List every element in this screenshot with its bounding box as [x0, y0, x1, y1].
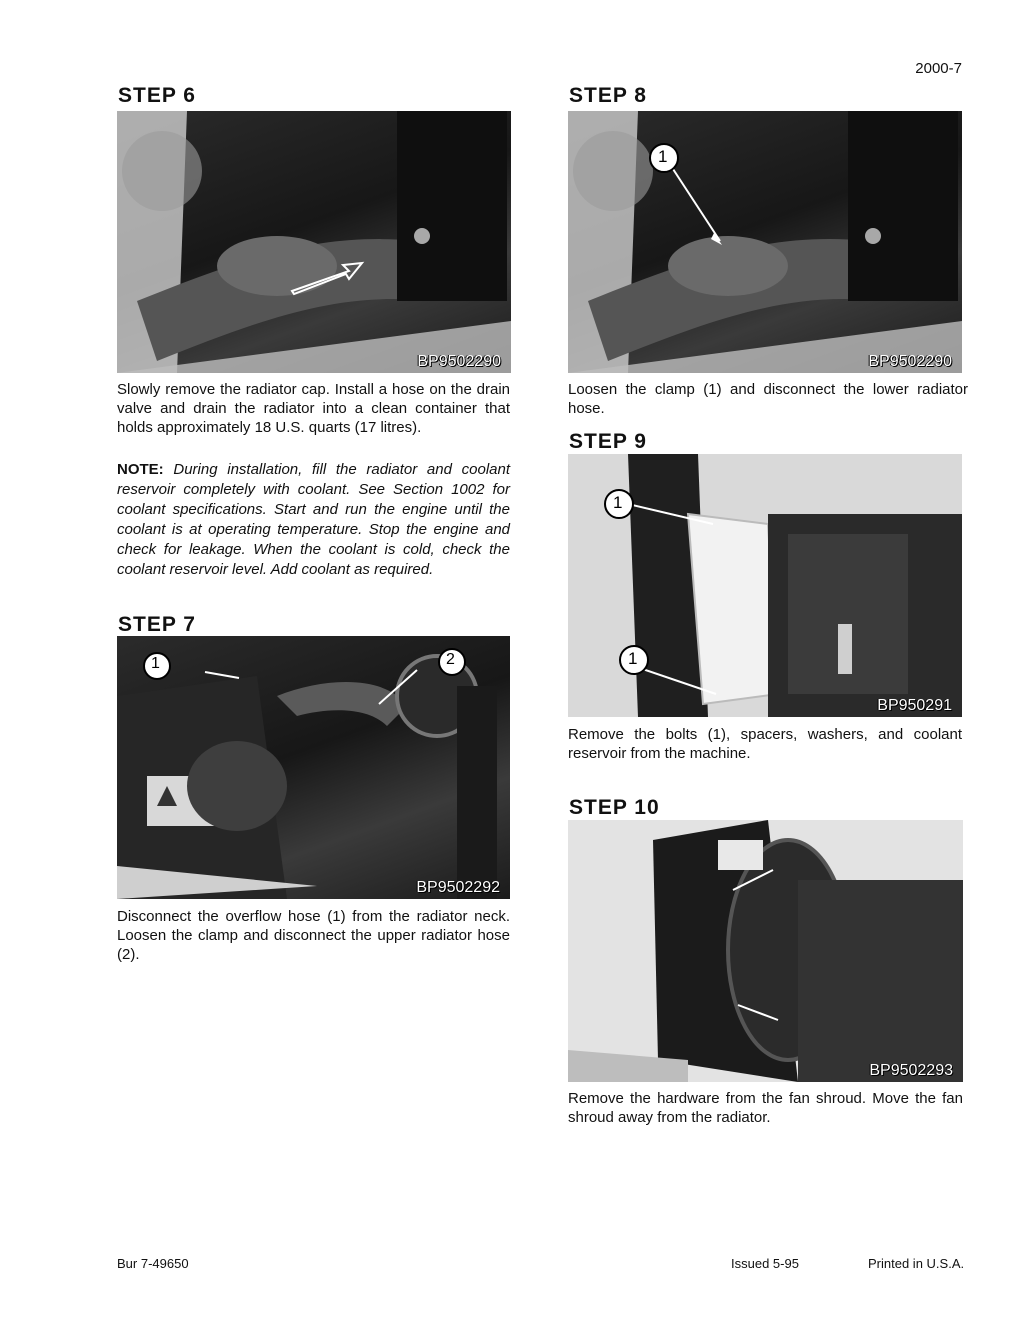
step-6-photo [117, 111, 511, 373]
step-8-heading: STEP 8 [569, 84, 647, 107]
step-8-callout-1: 1 [658, 147, 668, 166]
step-6-photo-code: BP9502290 [417, 353, 501, 370]
step-9-callout-1-top: 1 [613, 493, 623, 512]
page-number: 2000-7 [915, 60, 962, 77]
note-block [117, 460, 510, 580]
step-9-photo [568, 454, 962, 717]
step-10-heading: STEP 10 [569, 796, 660, 819]
step-6-text: Slowly remove the radiator cap. Install a hose on the drain valve and drain the radiator into a clean container that holds approximately 18 U.S. quarts (17 litres). [117, 381, 510, 436]
step-6-heading: STEP 6 [118, 84, 196, 107]
step-7-heading: STEP 7 [118, 613, 196, 636]
step-8-photo-code: BP9502290 [868, 353, 952, 370]
note-label: NOTE: [117, 461, 164, 478]
step-8-photo [568, 111, 962, 373]
note-text: During installation, fill the radiator and coolant reservoir completely with coolant. See Section 1002 for coolant specifications. Start and run the engine until the coolant is at operating temperature. Stop the engine and check for leakage. When the coolant is cold, check the coolant reservoir level. Add coolant as required. [117, 461, 511, 578]
step-7-text: Disconnect the overflow hose (1) from the radiator neck. Loosen the clamp and disconnect the upper radiator hose (2). [117, 908, 510, 963]
step-9-callout-1-bottom: 1 [628, 649, 638, 668]
footer-printed: Printed in U.S.A. [868, 1256, 965, 1271]
footer-doc-number: Bur 7-49650 [117, 1256, 189, 1271]
step-9-heading: STEP 9 [569, 430, 647, 453]
step-9-photo-code: BP950291 [877, 697, 952, 714]
step-10-text: Remove the hardware from the fan shroud. Move the fan shroud away from the radiator. [568, 1090, 963, 1126]
step-9-text: Remove the bolts (1), spacers, washers, and coolant reservoir from the machine. [568, 726, 962, 762]
footer-issued: Issued 5-95 [731, 1256, 799, 1271]
step-7-photo [117, 636, 510, 899]
step-7-callout-2: 2 [446, 651, 455, 668]
step-10-photo-code: BP9502293 [869, 1062, 953, 1079]
step-7-callout-1: 1 [151, 655, 160, 672]
step-8-text: Loosen the clamp (1) and disconnect the lower radiator hose. [568, 381, 968, 417]
step-10-photo [568, 820, 963, 1082]
step-7-photo-code: BP9502292 [416, 879, 500, 896]
